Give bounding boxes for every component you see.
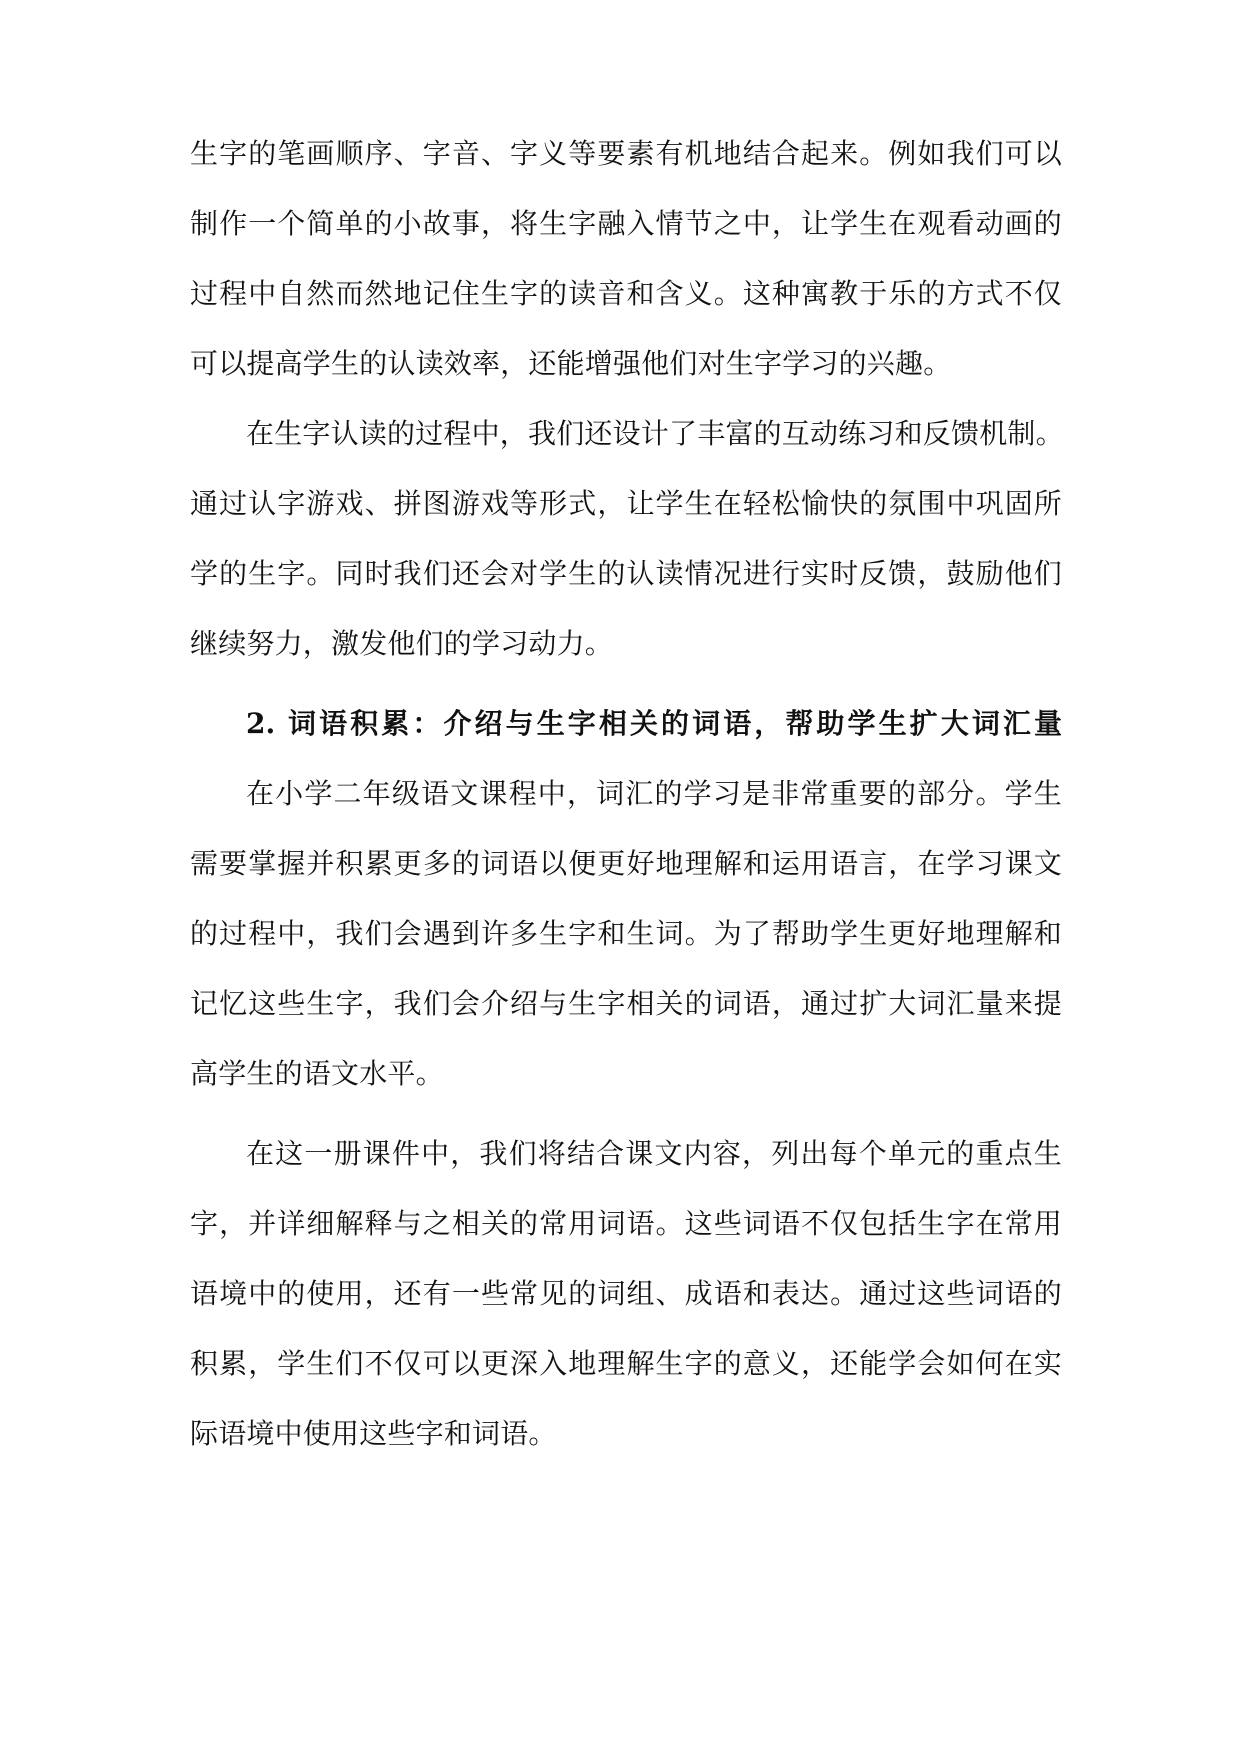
paragraph-4-line-3: 语境中的使用，还有一些常见的词组、成语和表达。通过这些词语的 xyxy=(190,1277,1062,1310)
paragraph-2-line-3: 学的生字。同时我们还会对学生的认读情况进行实时反馈，鼓励他们 xyxy=(190,557,1062,590)
paragraph-3-line-2: 需要掌握并积累更多的词语以便更好地理解和运用语言，在学习课文 xyxy=(190,847,1062,880)
paragraph-3-line-5: 高学生的语文水平。 xyxy=(190,1057,444,1090)
paragraph-4-line-2: 字，并详细解释与之相关的常用词语。这些词语不仅包括生字在常用 xyxy=(190,1207,1062,1240)
paragraph-1-line-2: 制作一个简单的小故事，将生字融入情节之中，让学生在观看动画的 xyxy=(190,207,1062,240)
paragraph-2-line-1: 在生字认读的过程中，我们还设计了丰富的互动练习和反馈机制。 xyxy=(246,417,1064,450)
paragraph-4-line-5: 际语境中使用这些字和词语。 xyxy=(190,1417,557,1450)
paragraph-3-line-1: 在小学二年级语文课程中，词汇的学习是非常重要的部分。学生 xyxy=(246,777,1062,810)
paragraph-4-line-1: 在这一册课件中，我们将结合课文内容，列出每个单元的重点生 xyxy=(246,1137,1062,1170)
paragraph-1-line-3: 过程中自然而然地记住生字的读音和含义。这种寓教于乐的方式不仅 xyxy=(190,277,1062,310)
paragraph-2-line-2: 通过认字游戏、拼图游戏等形式，让学生在轻松愉快的氛围中巩固所 xyxy=(190,487,1062,520)
section-heading: 2. 词语积累：介绍与生字相关的词语，帮助学生扩大词汇量 xyxy=(246,707,1062,740)
paragraph-4-line-4: 积累，学生们不仅可以更深入地理解生字的意义，还能学会如何在实 xyxy=(190,1347,1062,1380)
paragraph-3-line-3: 的过程中，我们会遇到许多生字和生词。为了帮助学生更好地理解和 xyxy=(190,917,1062,950)
paragraph-3-line-4: 记忆这些生字，我们会介绍与生字相关的词语，通过扩大词汇量来提 xyxy=(190,987,1062,1020)
paragraph-1-line-1: 生字的笔画顺序、字音、字义等要素有机地结合起来。例如我们可以 xyxy=(190,137,1062,170)
paragraph-1-line-4: 可以提高学生的认读效率，还能增强他们对生字学习的兴趣。 xyxy=(190,347,952,380)
paragraph-2-line-4: 继续努力，激发他们的学习动力。 xyxy=(190,627,614,660)
